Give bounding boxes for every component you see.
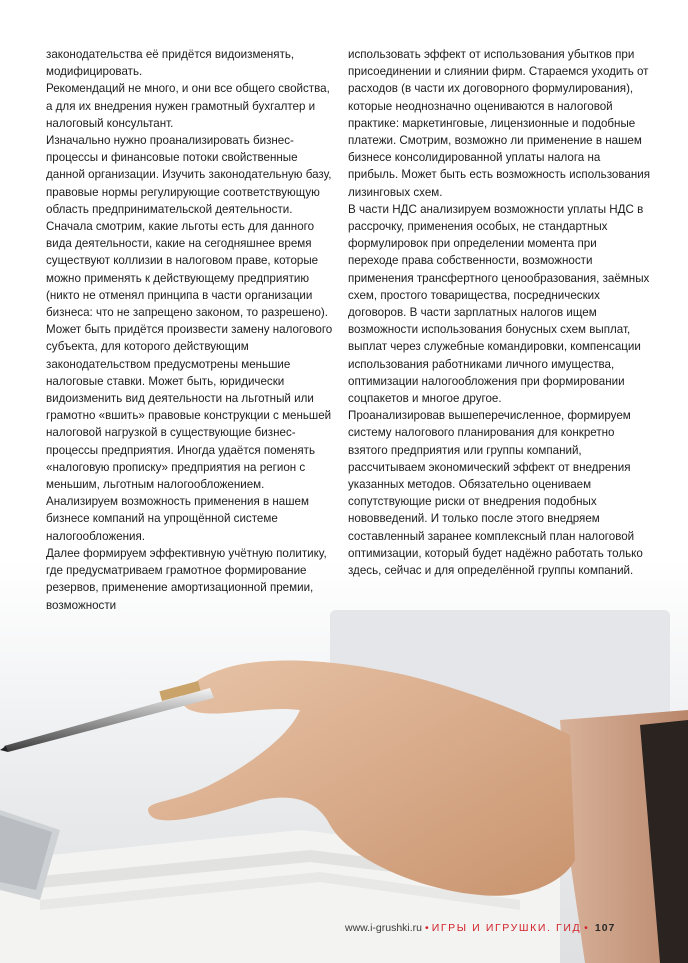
left-text-column	[46, 46, 338, 614]
hand-with-pen-photo	[0, 560, 688, 963]
right-paragraph-1: использовать эффект от использования убытков при присоединении и слиянии фирм. Стараемся уходить от расходов (в части их договорного формулирования), которые неоднозначно оцениваются в налоговой практике: маркетинговые, лицензионные и подобные платежи. Смотрим, возможно ли применение в нашем бизнесе консолидированной уплаты налога на прибыль. Может быть есть возможность использования лизинговых схем.	[348, 48, 650, 199]
page-footer	[345, 922, 665, 938]
photo-illustration	[0, 560, 688, 963]
left-paragraph-1: законодательства её придётся видоизменять, модифицировать.	[46, 48, 295, 79]
left-paragraph-4: Сначала смотрим, какие льготы есть для данного вида деятельности, какие на сегодняшнее время существуют коллизии в налоговом праве, которые можно применять к действующему предприятию (никто не отменял принципа в части организации бизнеса: что не запрещено законом, то разрешено). Может быть придётся произвести замену налогового субъекта, для которого действующим законодательством предусмотрены меньшие налоговые ставки. Может быть, юридически видоизменить вид деятельности на льготный или грамотно «вшить» правовые конструкции с меньшей налоговой нагрузкой в существующие бизнес-процессы предприятия. Иногда удаётся поменять «налоговую прописку» предприятия на регион с меньшим, льготным налогообложением. Анализируем возможность применения в нашем бизнесе компаний на упрощённой системе налогообложения.	[46, 220, 333, 543]
footer-separator-2: •	[584, 922, 588, 934]
left-paragraph-5: Далее формируем эффективную учётную политику, где предусматриваем грамотное формирование резервов, применение амортизационной премии, возможности	[46, 546, 327, 612]
footer-magazine-title: ИГРЫ И ИГРУШКИ. ГИД	[431, 922, 582, 934]
right-text-column	[348, 46, 650, 579]
footer-site-link[interactable]: www.i-grushki.ru	[345, 922, 423, 934]
right-paragraph-2: В части НДС анализируем возможности уплаты НДС в рассрочку, применения особых, не стандартных формулировок при определении момента при переходе права собственности, возможности применения трансфертного ценообразования, заёмных схем, простого товарищества, посреднических договоров. В части зарплатных налогов ищем возможности использования бонусных схем выплат, выплат через служебные командировки, компенсации использования работниками личного имущества, оптимизации налогообложения при формировании соцпакетов и многое другое.	[348, 202, 650, 406]
pen-icon	[0, 681, 214, 752]
left-paragraph-3: Изначально нужно проанализировать бизнес-процессы и финансовые потоки свойственные данной организации. Изучить законодательную базу, правовые нормы регулирующие соответствующую область предпринимательской деятельности.	[46, 134, 332, 216]
left-paragraph-2: Рекомендаций не много, и они все общего свойства, а для их внедрения нужен грамотный бухгалтер и налоговый консультант.	[46, 82, 330, 130]
footer-separator: •	[425, 922, 429, 934]
right-paragraph-3: Проанализировав вышеперечисленное, формируем систему налогового планирования для конкретно взятого предприятия или группы компаний, рассчитываем экономический эффект от внедрения указанных методов. Обязательно оцениваем сопутствующие риски от внедрения подобных нововведений. И только после этого внедряем составленный заранее комплексный план налоговой оптимизации, который будет надёжно работать только здесь, сейчас и для определённой группы компаний.	[348, 409, 643, 578]
page-number: 107	[594, 922, 616, 934]
